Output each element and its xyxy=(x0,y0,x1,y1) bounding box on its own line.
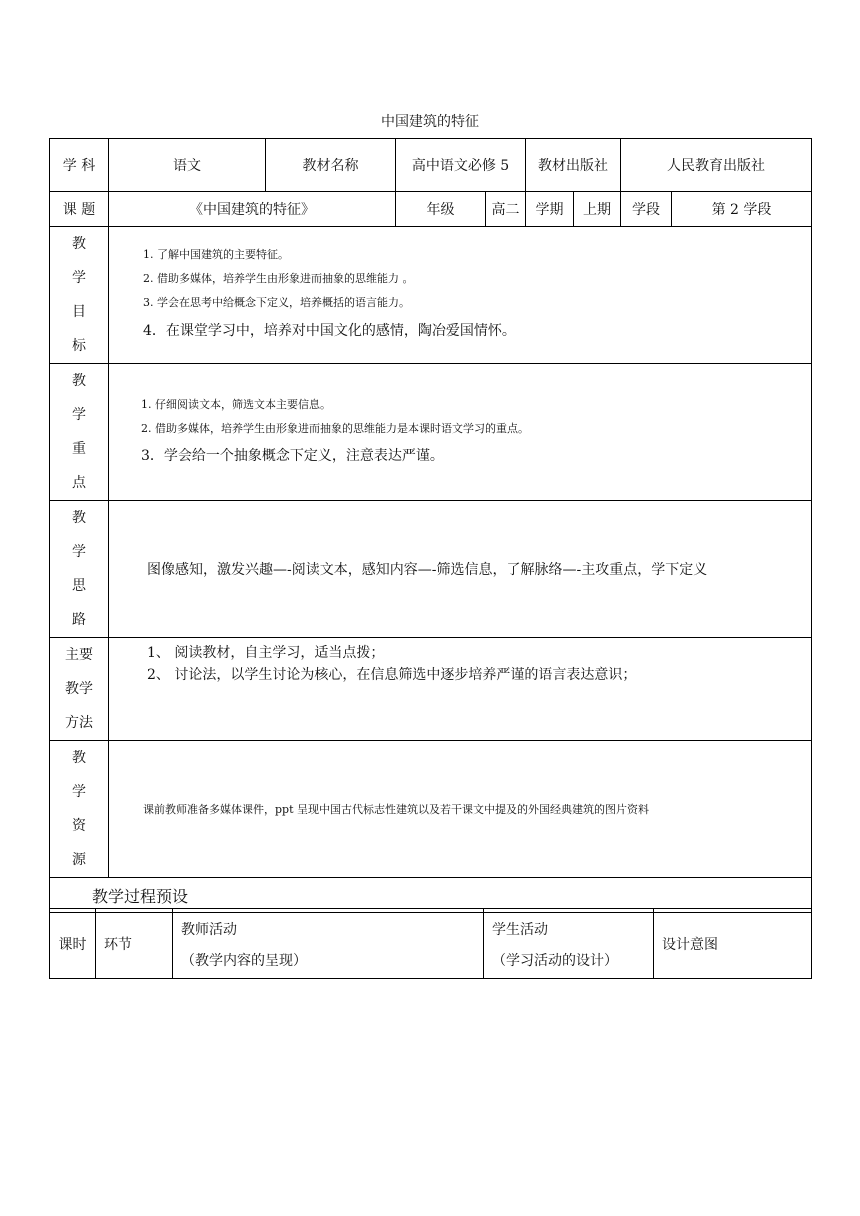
textbook-value: 高中语文必修 5 xyxy=(396,139,526,192)
process-heading: 教学过程预设 xyxy=(50,878,812,913)
objectives-content xyxy=(109,227,812,364)
col-intent: 设计意图 xyxy=(654,909,812,979)
methods-content xyxy=(109,638,812,741)
objective-item: 1. 了解中国建筑的主要特征。 xyxy=(143,248,289,261)
objectives-label: 教 学 目 标 xyxy=(50,227,109,364)
objective-item: 3. 学会在思考中给概念下定义，培养概括的语言能力。 xyxy=(143,296,410,309)
col-step: 环节 xyxy=(96,909,173,979)
topic-value: 《中国建筑的特征》 xyxy=(109,192,396,227)
grade-label: 年级 xyxy=(396,192,486,227)
publisher-label: 教材出版社 xyxy=(526,139,621,192)
objective-item: 4．在课堂学习中，培养对中国文化的感情，陶冶爱国情怀。 xyxy=(143,323,516,339)
subject-value: 语文 xyxy=(109,139,266,192)
objective-item: 2. 借助多媒体，培养学生由形象进而抽象的思维能力 。 xyxy=(143,272,414,285)
term-value: 上期 xyxy=(574,192,621,227)
grade-value: 高二 xyxy=(486,192,526,227)
method-item: 2、 讨论法，以学生讨论为核心，在信息筛选中逐步培养严谨的语言表达意识； xyxy=(147,667,637,683)
method-item: 1、 阅读教材，自主学习，适当点拨； xyxy=(147,645,385,661)
topic-label: 课 题 xyxy=(50,192,109,227)
page-title: 中国建筑的特征 xyxy=(381,114,479,130)
col-student: 学生活动 （学习活动的设计） xyxy=(484,909,654,979)
resources-label: 教 学 资 源 xyxy=(50,741,109,878)
col-period: 课时 xyxy=(50,909,96,979)
key-point-item: 2. 借助多媒体，培养学生由形象进而抽象的思维能力是本课时语文学习的重点。 xyxy=(141,422,529,435)
publisher-value: 人民教育出版社 xyxy=(621,139,812,192)
approach-label: 教 学 思 路 xyxy=(50,501,109,638)
methods-label: 主要 教学 方法 xyxy=(50,638,109,741)
key-points-content xyxy=(109,364,812,501)
term-label: 学期 xyxy=(526,192,574,227)
approach-content: 图像感知，激发兴趣—-阅读文本，感知内容—-筛选信息，了解脉络—-主攻重点，学下定义 xyxy=(109,501,812,638)
resources-content: 课前教师准备多媒体课件，ppt 呈现中国古代标志性建筑以及若干课文中提及的外国经典建筑的图片资料 xyxy=(109,741,812,878)
lesson-info-table xyxy=(49,138,812,913)
process-table xyxy=(49,908,812,979)
subject-label: 学 科 xyxy=(50,139,109,192)
stage-value: 第 2 学段 xyxy=(672,192,812,227)
key-point-item: 1. 仔细阅读文本，筛选文本主要信息。 xyxy=(141,398,331,411)
key-point-item: 3．学会给一个抽象概念下定义，注意表达严谨。 xyxy=(141,448,444,464)
col-teacher: 教师活动 （教学内容的呈现） xyxy=(173,909,484,979)
textbook-label: 教材名称 xyxy=(266,139,396,192)
stage-label: 学段 xyxy=(621,192,672,227)
key-points-label: 教 学 重 点 xyxy=(50,364,109,501)
